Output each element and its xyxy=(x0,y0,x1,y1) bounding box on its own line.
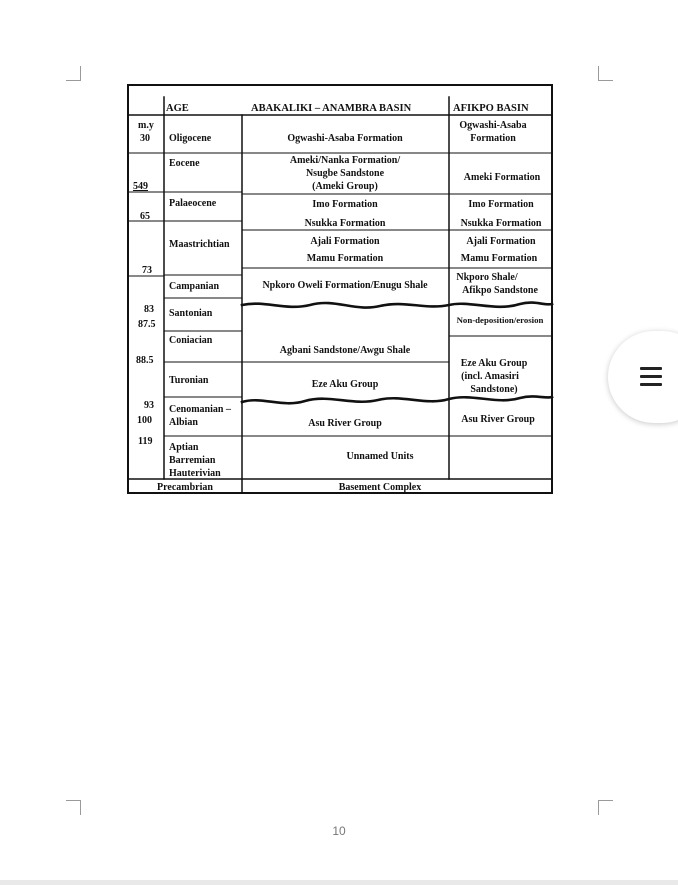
age-83: 83 xyxy=(144,304,154,315)
afikpo-nsukka: Nsukka Formation xyxy=(460,218,542,229)
epoch-hauterivian: Hauterivian xyxy=(169,468,221,479)
age-100: 100 xyxy=(137,415,152,426)
epoch-albian: Albian xyxy=(169,417,198,428)
abakaliki-ameki-2: Nsugbe Sandstone xyxy=(305,168,385,179)
afikpo-eze-aku-1: Eze Aku Group xyxy=(460,358,528,369)
afikpo-ogwashi-1: Ogwashi-Asaba xyxy=(459,120,527,131)
abakaliki-mamu: Mamu Formation xyxy=(306,253,384,264)
abakaliki-ogwashi: Ogwashi-Asaba Formation xyxy=(287,133,403,144)
epoch-coniacian: Coniacian xyxy=(169,335,213,346)
age-30: 30 xyxy=(140,133,150,144)
afikpo-imo: Imo Formation xyxy=(468,199,534,210)
afikpo-ogwashi-2: Formation xyxy=(470,133,516,144)
age-65: 65 xyxy=(140,211,150,222)
afikpo-eze-aku-3: Sandstone) xyxy=(470,384,518,395)
header-age: AGE xyxy=(166,103,189,114)
abakaliki-eze-aku: Eze Aku Group xyxy=(311,379,379,390)
age-119: 119 xyxy=(138,436,153,447)
age-87-5: 87.5 xyxy=(138,319,156,330)
age-93: 93 xyxy=(144,400,154,411)
epoch-campanian: Campanian xyxy=(169,281,220,292)
page-number: 10 xyxy=(332,824,346,838)
epoch-oligocene: Oligocene xyxy=(169,133,212,144)
abakaliki-ameki-1: Ameki/Nanka Formation/ xyxy=(289,155,401,166)
abakaliki-ameki-3: (Ameki Group) xyxy=(312,181,378,192)
age-88-5: 88.5 xyxy=(136,355,154,366)
afikpo-ajali: Ajali Formation xyxy=(466,236,536,247)
abakaliki-agbani: Agbani Sandstone/Awgu Shale xyxy=(279,345,411,356)
age-73: 73 xyxy=(142,265,152,276)
abakaliki-ajali: Ajali Formation xyxy=(310,236,380,247)
epoch-cenomanian: Cenomanian – xyxy=(169,404,231,415)
abakaliki-basement: Basement Complex xyxy=(338,482,422,493)
epoch-maastrichtian: Maastrichtian xyxy=(169,239,230,250)
epoch-aptian: Aptian xyxy=(169,442,199,453)
afikpo-nkporo-2: Afikpo Sandstone xyxy=(462,285,538,296)
afikpo-nkporo-1: Nkporo Shale/ xyxy=(456,272,518,283)
epoch-precambrian: Precambrian xyxy=(157,482,213,493)
abakaliki-nkporo: Npkoro Oweli Formation/Enugu Shale xyxy=(262,280,428,291)
age-549: 549 xyxy=(133,181,148,192)
header-abakaliki: ABAKALIKI – ANAMBRA BASIN xyxy=(251,103,412,114)
afikpo-mamu: Mamu Formation xyxy=(460,253,538,264)
epoch-barremian: Barremian xyxy=(169,455,216,466)
afikpo-asu: Asu River Group xyxy=(461,414,535,425)
abakaliki-nsukka: Nsukka Formation xyxy=(304,218,386,229)
age-unit: m.y xyxy=(138,120,154,131)
afikpo-eze-aku-2: (incl. Amasiri xyxy=(461,371,519,382)
epoch-palaeocene: Palaeocene xyxy=(169,198,217,209)
abakaliki-unnamed: Unnamed Units xyxy=(346,451,414,462)
abakaliki-imo: Imo Formation xyxy=(312,199,378,210)
epoch-eocene: Eocene xyxy=(169,158,200,169)
afikpo-ameki: Ameki Formation xyxy=(463,172,541,183)
afikpo-non-deposition: Non-deposition/erosion xyxy=(456,315,544,325)
viewer-bottom-strip xyxy=(0,880,678,885)
epoch-santonian: Santonian xyxy=(169,308,213,319)
abakaliki-asu: Asu River Group xyxy=(308,418,382,429)
hamburger-menu-icon xyxy=(640,367,662,387)
epoch-turonian: Turonian xyxy=(169,375,209,386)
header-afikpo: AFIKPO BASIN xyxy=(453,103,529,114)
